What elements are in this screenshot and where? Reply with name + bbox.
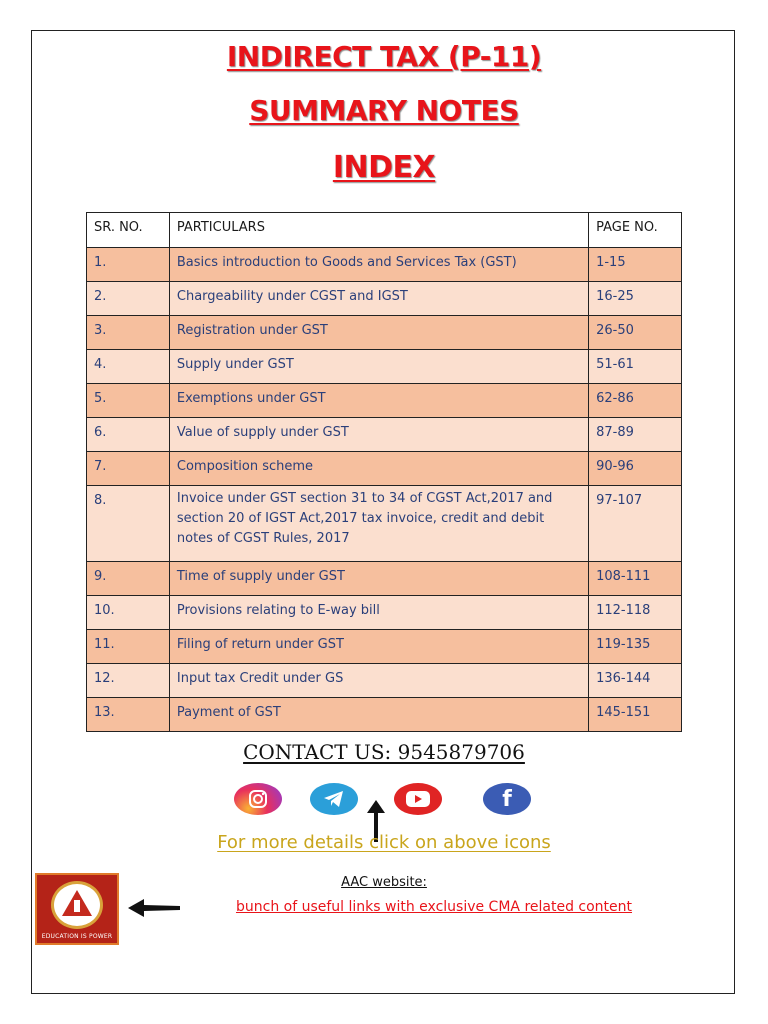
- row-particulars: Filing of return under GST: [169, 630, 588, 664]
- table-row: [87, 316, 682, 350]
- column-header-page-no: PAGE NO.: [589, 213, 682, 248]
- row-particulars: Input tax Credit under GS: [169, 664, 588, 698]
- row-page-no: 87-89: [589, 418, 682, 452]
- facebook-icon[interactable]: f: [483, 783, 531, 815]
- table-row: [87, 282, 682, 316]
- table-row: [87, 596, 682, 630]
- table-row: [87, 486, 682, 562]
- title-summary-notes: SUMMARY NOTES: [249, 94, 519, 127]
- row-page-no: 1-15: [589, 248, 682, 282]
- table-row: [87, 664, 682, 698]
- row-page-no: 119-135: [589, 630, 682, 664]
- row-sr-no: 12.: [87, 664, 170, 698]
- row-particulars: Basics introduction to Goods and Services Tax (GST): [169, 248, 588, 282]
- row-sr-no: 7.: [87, 452, 170, 486]
- row-sr-no: 1.: [87, 248, 170, 282]
- column-header-particulars: PARTICULARS: [169, 213, 588, 248]
- table-row: [87, 630, 682, 664]
- contact-us: [0, 740, 768, 764]
- row-sr-no: 8.: [87, 486, 170, 562]
- row-particulars: Exemptions under GST: [169, 384, 588, 418]
- row-page-no: 51-61: [589, 350, 682, 384]
- row-sr-no: 5.: [87, 384, 170, 418]
- row-page-no: 108-111: [589, 562, 682, 596]
- table-row: [87, 418, 682, 452]
- table-row: [87, 452, 682, 486]
- contact-text: CONTACT US: 9545879706: [243, 740, 525, 764]
- row-particulars: Composition scheme: [169, 452, 588, 486]
- table-row: [87, 562, 682, 596]
- row-page-no: 16-25: [589, 282, 682, 316]
- row-particulars: Value of supply under GST: [169, 418, 588, 452]
- telegram-icon[interactable]: [310, 783, 358, 815]
- column-header-sr-no: SR. NO.: [87, 213, 170, 248]
- row-page-no: 136-144: [589, 664, 682, 698]
- row-particulars: Invoice under GST section 31 to 34 of CGST Act,2017 and section 20 of IGST Act,2017 tax invoice, credit and debit notes of CGST Rules, 2017: [169, 486, 588, 562]
- youtube-icon[interactable]: [394, 783, 442, 815]
- row-sr-no: 10.: [87, 596, 170, 630]
- row-sr-no: 13.: [87, 698, 170, 732]
- row-particulars: Chargeability under CGST and IGST: [169, 282, 588, 316]
- website-links-text[interactable]: bunch of useful links with exclusive CMA related content: [235, 899, 633, 915]
- row-sr-no: 11.: [87, 630, 170, 664]
- row-page-no: 112-118: [589, 596, 682, 630]
- row-page-no: 97-107: [589, 486, 682, 562]
- row-page-no: 90-96: [589, 452, 682, 486]
- row-sr-no: 4.: [87, 350, 170, 384]
- row-sr-no: 3.: [87, 316, 170, 350]
- table-row: [87, 248, 682, 282]
- instagram-icon[interactable]: [234, 783, 282, 815]
- row-page-no: 62-86: [589, 384, 682, 418]
- aac-website-label: AAC website:: [341, 875, 427, 890]
- row-particulars: Provisions relating to E-way bill: [169, 596, 588, 630]
- row-particulars: Registration under GST: [169, 316, 588, 350]
- row-sr-no: 2.: [87, 282, 170, 316]
- table-row: [87, 384, 682, 418]
- row-particulars: Time of supply under GST: [169, 562, 588, 596]
- table-row: [87, 350, 682, 384]
- row-sr-no: 9.: [87, 562, 170, 596]
- title-indirect-tax: INDIRECT TAX (P-11): [226, 40, 542, 73]
- table-header-row: [87, 213, 682, 248]
- title-index: INDEX: [332, 150, 436, 185]
- row-particulars: Payment of GST: [169, 698, 588, 732]
- more-details-text: For more details click on above icons: [217, 832, 551, 853]
- row-page-no: 145-151: [589, 698, 682, 732]
- table-row: [87, 698, 682, 732]
- index-table: [86, 212, 682, 732]
- row-sr-no: 6.: [87, 418, 170, 452]
- row-page-no: 26-50: [589, 316, 682, 350]
- logo-tagline: EDUCATION IS POWER: [41, 933, 113, 940]
- row-particulars: Supply under GST: [169, 350, 588, 384]
